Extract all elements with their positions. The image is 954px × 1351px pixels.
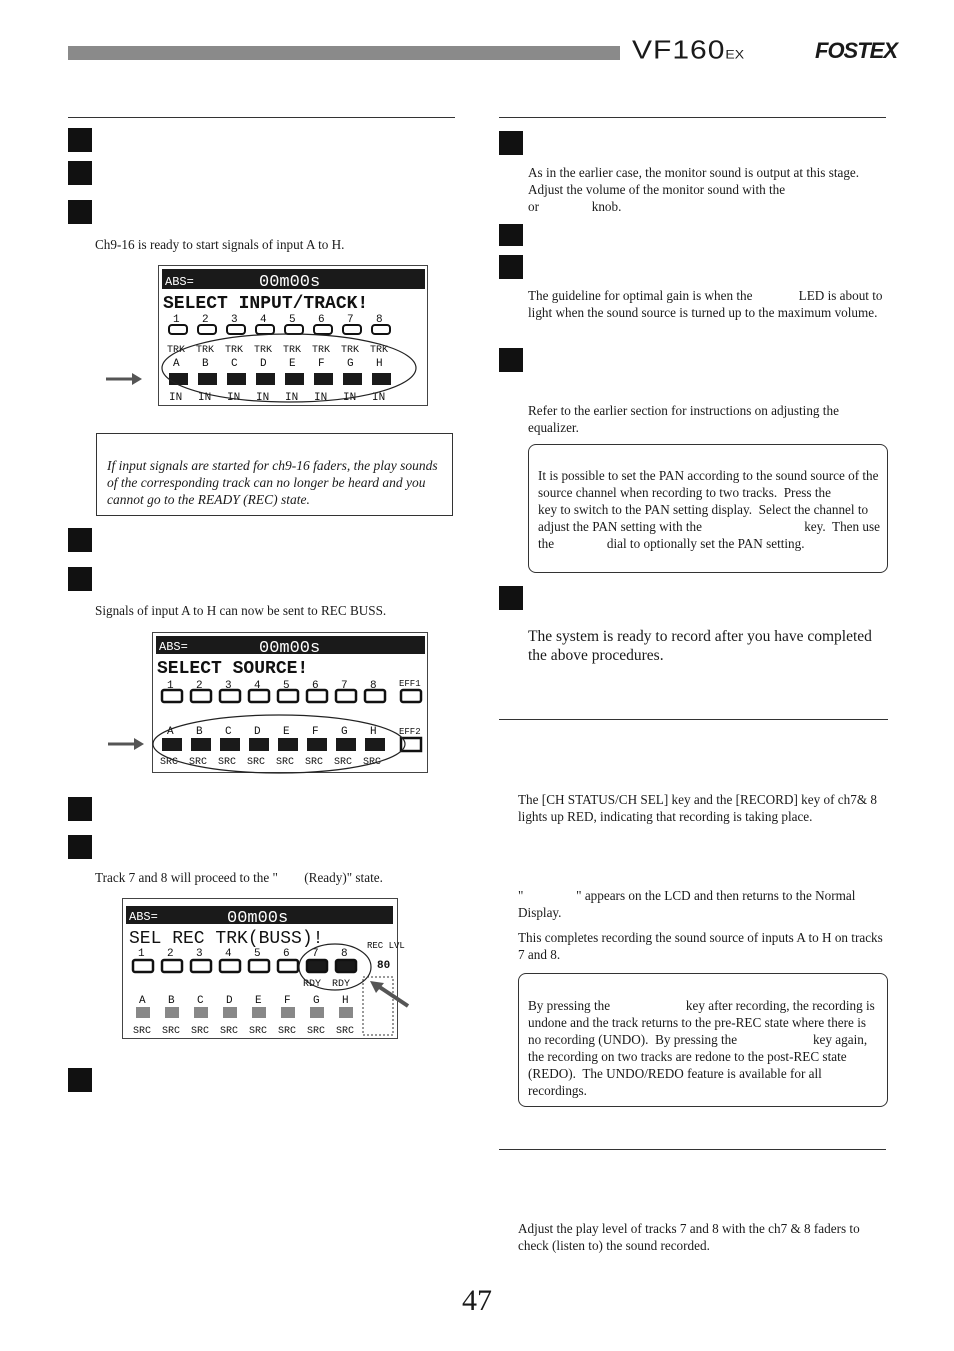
track-number: 3 [196, 948, 203, 960]
source-letter: D [254, 726, 261, 738]
step-marker [499, 224, 523, 246]
input-label: IN [227, 392, 241, 404]
paragraph: Track 7 and 8 will proceed to the " (Ready)" state. [95, 870, 383, 885]
lcd-display [123, 899, 405, 1040]
section-rule [68, 117, 455, 118]
track-slot [314, 325, 332, 334]
track-number: 7 [312, 948, 319, 960]
input-slot [227, 373, 246, 385]
track-slot [256, 325, 274, 334]
track-slot [343, 325, 361, 334]
paragraph: Ch9-16 is ready to start signals of input A to H. [95, 237, 345, 252]
track-label: TRK [196, 345, 215, 356]
lcd-title: SEL REC TRK(BUSS)! [129, 929, 324, 949]
source-slot [165, 1007, 179, 1018]
effect-label: EFF2 [399, 727, 421, 737]
note-box [96, 433, 453, 516]
source-label: SRC [249, 1026, 268, 1037]
input-letter: F [318, 358, 325, 370]
source-label: SRC [307, 1026, 326, 1037]
track-label: TRK [341, 345, 360, 356]
paragraph: This completes recording the sound source of inputs A to H on tracks 7 and 8. [518, 930, 883, 962]
input-slot [169, 373, 188, 385]
source-slot [281, 1007, 295, 1018]
source-slot [336, 738, 356, 751]
track-number: 8 [341, 948, 348, 960]
source-slot [249, 738, 269, 751]
lcd-abs-label: ABS= [129, 910, 158, 924]
track-slot [249, 960, 269, 972]
source-letter: H [342, 995, 349, 1007]
track-number: 6 [318, 314, 325, 326]
track-slot [307, 960, 327, 972]
lcd-sel-rec-trk [122, 898, 405, 1039]
track-number: 7 [347, 314, 354, 326]
step-marker [68, 835, 92, 859]
step-marker [499, 131, 523, 155]
source-letter: F [284, 995, 291, 1007]
track-number: 3 [231, 314, 238, 326]
source-letter: F [312, 726, 319, 738]
source-slot [310, 1007, 324, 1018]
header-bar [68, 46, 620, 60]
input-letter: G [347, 358, 354, 370]
source-slot [339, 1007, 353, 1018]
step-marker [68, 1068, 92, 1092]
source-slot [365, 738, 385, 751]
track-slot [191, 960, 211, 972]
source-slot [307, 738, 327, 751]
track-slot [227, 325, 245, 334]
source-slot [252, 1007, 266, 1018]
source-slot [194, 1007, 208, 1018]
effect-slot [401, 690, 421, 702]
note-box [528, 444, 888, 573]
lcd-select-source [152, 632, 428, 773]
track-number: 1 [167, 680, 174, 692]
source-letter: H [370, 726, 377, 738]
page-number: 47 [462, 1284, 492, 1317]
input-letter: B [202, 358, 209, 370]
paragraph: Signals of input A to H can now be sent to REC BUSS. [95, 603, 387, 618]
source-slot [220, 738, 240, 751]
ready-label: RDY [303, 979, 322, 990]
paragraph: or knob. [528, 199, 622, 214]
section-rule [499, 1149, 886, 1150]
track-slot [278, 960, 298, 972]
input-label: IN [372, 392, 386, 404]
track-label: TRK [312, 345, 331, 356]
source-slot [278, 738, 298, 751]
input-label: IN [314, 392, 328, 404]
arrow-icon [108, 737, 144, 751]
track-label: TRK [283, 345, 302, 356]
source-label: SRC [162, 1026, 181, 1037]
model-logo: VF160EX [632, 36, 745, 65]
source-letter: D [226, 995, 233, 1007]
paragraph: As in the earlier case, the monitor sound is output at this stage. Adjust the volume of the monitor sound with the [528, 165, 860, 197]
section-rule [499, 719, 888, 720]
paragraph: Adjust the play level of tracks 7 and 8 with the ch7 & 8 faders to check (listen to) the sound recorded. [518, 1221, 860, 1253]
source-label: SRC [276, 757, 295, 768]
step-marker [68, 200, 92, 224]
arrow-icon [106, 372, 142, 386]
source-label: SRC [160, 757, 179, 768]
note-text: By pressing the key after recording, the recording is undone and the track returns to the pre-REC state where there is no recording (UNDO). By pressing the key again, the recording on two tracks are redone to the post-REC state (REDO). The UNDO/REDO feature is available for all recordings. [528, 998, 879, 1098]
step-marker [499, 255, 523, 279]
lcd-rec-level-label: REC LVL [367, 941, 405, 951]
source-label: SRC [363, 757, 382, 768]
track-number: 4 [260, 314, 267, 326]
track-number: 4 [225, 948, 232, 960]
source-letter: B [168, 995, 175, 1007]
step-marker [68, 528, 92, 552]
paragraph: Refer to the earlier section for instructions on adjusting the equalizer. [528, 403, 839, 435]
source-slot [162, 738, 182, 751]
paragraph-large: The system is ready to record after you have completed the above procedures. [528, 628, 872, 664]
source-label: SRC [336, 1026, 355, 1037]
source-label: SRC [305, 757, 324, 768]
track-slot [133, 960, 153, 972]
input-letter: H [376, 358, 383, 370]
track-label: TRK [225, 345, 244, 356]
source-letter: A [139, 995, 146, 1007]
input-slot [198, 373, 217, 385]
track-slot [220, 960, 240, 972]
track-number: 2 [202, 314, 209, 326]
track-number: 6 [283, 948, 290, 960]
note-text: It is possible to set the PAN according to the sound source of the source channel when recording to two tracks. Press the key to switch to the PAN setting display. Select the channel to adjust the PAN setting with the key. Then use the dial to optionally set the PAN setting. [538, 468, 884, 551]
track-slot [198, 325, 216, 334]
source-label: SRC [191, 1026, 210, 1037]
track-number: 8 [376, 314, 383, 326]
step-marker [68, 128, 92, 152]
lcd-time: 00m00s [259, 273, 321, 292]
lcd-abs-label: ABS= [159, 640, 188, 654]
input-label: IN [256, 392, 270, 404]
source-letter: C [197, 995, 204, 1007]
brand-logo: FOSTEX [815, 38, 898, 63]
input-slot [256, 373, 275, 385]
source-label: SRC [247, 757, 266, 768]
track-slot [285, 325, 303, 334]
source-slot [136, 1007, 150, 1018]
track-number: 7 [341, 680, 348, 692]
source-letter: E [283, 726, 290, 738]
source-slot [191, 738, 211, 751]
source-letter: G [313, 995, 320, 1007]
ready-label: RDY [332, 979, 351, 990]
source-label: SRC [334, 757, 353, 768]
track-label: TRK [167, 345, 186, 356]
track-number: 6 [312, 680, 319, 692]
input-slot [372, 373, 391, 385]
input-letter: A [173, 358, 180, 370]
track-number: 2 [167, 948, 174, 960]
input-label: IN [343, 392, 357, 404]
section-rule [499, 117, 886, 118]
track-slot [372, 325, 390, 334]
track-number: 8 [370, 680, 377, 692]
track-number: 5 [283, 680, 290, 692]
track-number: 4 [254, 680, 261, 692]
track-number: 5 [289, 314, 296, 326]
lcd-abs-label: ABS= [165, 275, 194, 289]
track-number: 3 [225, 680, 232, 692]
source-label: SRC [133, 1026, 152, 1037]
lcd-select-input-track [158, 265, 428, 406]
input-letter: E [289, 358, 296, 370]
effect-label: EFF1 [399, 679, 421, 689]
source-letter: C [225, 726, 232, 738]
track-slot [162, 960, 182, 972]
lcd-time: 00m00s [259, 639, 321, 658]
track-number: 1 [173, 314, 180, 326]
source-letter: G [341, 726, 348, 738]
source-label: SRC [218, 757, 237, 768]
note-box [518, 973, 888, 1107]
track-number: 5 [254, 948, 261, 960]
paragraph: The guideline for optimal gain is when the LED is about to light when the sound source is turned up to the maximum volume. [528, 288, 886, 320]
arrow-icon [368, 980, 412, 1010]
step-marker [68, 797, 92, 821]
step-marker [68, 161, 92, 185]
paragraph: " " appears on the LCD and then returns to the Normal Display. [518, 888, 859, 920]
lcd-title: SELECT SOURCE! [157, 659, 309, 679]
lcd-title: SELECT INPUT/TRACK! [163, 294, 369, 314]
lcd-rec-level-value: 80 [377, 960, 391, 972]
track-slot [336, 960, 356, 972]
input-label: IN [198, 392, 212, 404]
input-letter: C [231, 358, 238, 370]
input-label: IN [169, 392, 183, 404]
note-text: If input signals are started for ch9-16 faders, the play sounds of the corresponding track can no longer be heard and you cannot go to the READY (REC) state. [107, 458, 438, 507]
lcd-time: 00m00s [227, 909, 289, 928]
track-number: 2 [196, 680, 203, 692]
source-label: SRC [278, 1026, 297, 1037]
input-slot [343, 373, 362, 385]
source-letter: A [167, 726, 174, 738]
source-letter: E [255, 995, 262, 1007]
step-marker [68, 567, 92, 591]
source-label: SRC [220, 1026, 239, 1037]
input-slot [285, 373, 304, 385]
track-number: 1 [138, 948, 145, 960]
lcd-display [159, 266, 429, 407]
input-slot [314, 373, 333, 385]
source-letter: B [196, 726, 203, 738]
paragraph: The [CH STATUS/CH SEL] key and the [RECORD] key of ch7& 8 lights up RED, indicating that recording is taking place. [518, 792, 877, 824]
input-label: IN [285, 392, 299, 404]
track-label: TRK [370, 345, 389, 356]
step-marker [499, 586, 523, 610]
track-slot [169, 325, 187, 334]
track-label: TRK [254, 345, 273, 356]
lcd-display [153, 633, 429, 774]
input-letter: D [260, 358, 267, 370]
step-marker [499, 348, 523, 372]
source-label: SRC [189, 757, 208, 768]
source-slot [223, 1007, 237, 1018]
